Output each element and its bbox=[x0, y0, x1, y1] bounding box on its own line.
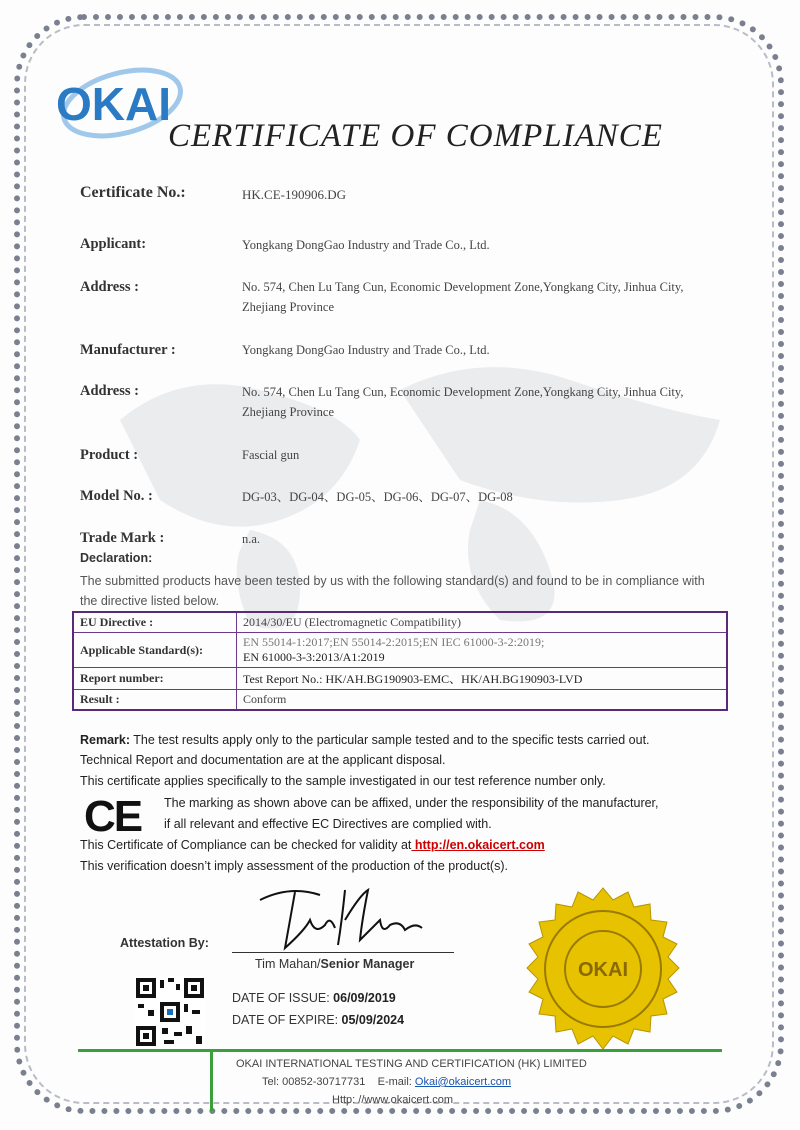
certificate-no-label: Certificate No.: bbox=[80, 184, 186, 201]
remark-line1 bbox=[80, 733, 650, 747]
date-of-expire bbox=[232, 1013, 404, 1027]
applicant-label: Applicant: bbox=[80, 236, 147, 252]
issue-date: 06/09/2019 bbox=[333, 991, 396, 1005]
manufacturer-address-value: No. 574, Chen Lu Tang Cun, Economic Development Zone,Yongkang City, Jinhua City, Zhejiang Province bbox=[242, 385, 684, 419]
remark-text: The test results apply only to the particular sample tested and to the specific tests carried out. bbox=[130, 733, 650, 747]
validity-text: This Certificate of Compliance can be checked for validity at bbox=[80, 838, 412, 852]
trade-mark-label: Trade Mark : bbox=[80, 530, 165, 546]
footer-tel: Tel: 00852-30717731 bbox=[262, 1076, 366, 1088]
validity-line bbox=[80, 838, 545, 852]
manufacturer-address-label: Address : bbox=[80, 383, 139, 399]
applicable-standards-line1: EN 55014-1:2017;EN 55014-2:2015;EN IEC 61000-3-2:2019; bbox=[243, 635, 545, 649]
remark-label: Remark: bbox=[80, 733, 131, 747]
signature-line bbox=[232, 952, 454, 953]
footer-company: OKAI INTERNATIONAL TESTING AND CERTIFICATION (HK) LIMITED bbox=[236, 1058, 587, 1070]
issue-label: DATE OF ISSUE: bbox=[232, 991, 334, 1005]
report-number-value: Test Report No.: HK/AH.BG190903-EMC、HK/AH.BG190903-LVD bbox=[237, 668, 728, 690]
footer-divider-vertical bbox=[210, 1049, 213, 1111]
footer-web[interactable]: Http: //www.okaicert.com bbox=[332, 1094, 454, 1106]
manufacturer-value: Yongkang DongGao Industry and Trade Co., Ltd. bbox=[242, 343, 490, 357]
product-value: Fascial gun bbox=[242, 448, 300, 462]
signatory bbox=[255, 957, 414, 971]
manufacturer-label: Manufacturer : bbox=[80, 342, 176, 358]
applicable-standards-line2: EN 61000-3-3:2013/A1:2019 bbox=[243, 650, 385, 664]
footer-email[interactable]: Okai@okaicert.com bbox=[414, 1076, 512, 1088]
ce-mark-icon: CE bbox=[84, 792, 142, 841]
applicant-value: Yongkang DongGao Industry and Trade Co., Ltd. bbox=[242, 238, 490, 252]
product-label: Product : bbox=[80, 447, 139, 463]
table-row bbox=[73, 633, 727, 668]
trade-mark-value: n.a. bbox=[242, 532, 261, 546]
eu-directive-value: 2014/30/EU (Electromagnetic Compatibility) bbox=[237, 612, 728, 633]
standards-table bbox=[72, 611, 728, 711]
expire-label: DATE OF EXPIRE: bbox=[232, 1013, 342, 1027]
certificate-title: CERTIFICATE OF COMPLIANCE bbox=[168, 118, 663, 154]
attestation-label: Attestation By: bbox=[120, 936, 209, 950]
footer-divider bbox=[78, 1049, 722, 1052]
seal-text: OKAI bbox=[578, 959, 628, 981]
expire-date: 05/09/2024 bbox=[341, 1013, 405, 1027]
footer-contact bbox=[262, 1076, 511, 1088]
date-of-issue bbox=[232, 991, 396, 1005]
model-value: DG-03、DG-04、DG-05、DG-06、DG-07、DG-08 bbox=[242, 490, 513, 504]
table-row bbox=[73, 612, 727, 633]
footer-email-label: E-mail: bbox=[377, 1076, 415, 1088]
validity-link[interactable]: http://en.okaicert.com bbox=[411, 838, 545, 852]
signature-image bbox=[250, 880, 430, 955]
applicable-standards-label: Applicable Standard(s): bbox=[73, 633, 237, 668]
signatory-name: Tim Mahan/ bbox=[255, 957, 321, 971]
address-value: No. 574, Chen Lu Tang Cun, Economic Development Zone,Yongkang City, Jinhua City, Zhejiang Province bbox=[242, 280, 684, 314]
declaration-text: The submitted products have been tested by us with the following standard(s) and found to be in compliance with the directive listed below. bbox=[80, 574, 705, 608]
signatory-role: Senior Manager bbox=[320, 957, 415, 971]
verification-text: This verification doesn’t imply assessment of the production of the product(s). bbox=[80, 859, 508, 873]
remark-line2: Technical Report and documentation are at the applicant disposal. bbox=[80, 753, 446, 767]
address-label: Address : bbox=[80, 279, 139, 295]
gold-seal-icon bbox=[518, 886, 688, 1056]
logo-text: OKAI bbox=[56, 78, 171, 130]
table-row bbox=[73, 690, 727, 711]
applicable-standards-cell bbox=[237, 633, 728, 668]
ce-line2: if all relevant and effective EC Directives are complied with. bbox=[164, 817, 492, 831]
declaration-title: Declaration: bbox=[80, 551, 153, 565]
report-number-label: Report number: bbox=[73, 668, 237, 690]
qr-code-icon bbox=[134, 976, 206, 1048]
ce-line1: The marking as shown above can be affixed, under the responsibility of the manufacturer, bbox=[164, 796, 659, 810]
table-row bbox=[73, 668, 727, 690]
certificate-no-value: HK.CE-190906.DG bbox=[242, 187, 346, 202]
result-label: Result : bbox=[73, 690, 237, 711]
model-label: Model No. : bbox=[80, 488, 153, 504]
eu-directive-label: EU Directive : bbox=[73, 612, 237, 633]
remark-line3: This certificate applies specifically to the sample investigated in our test reference number only. bbox=[80, 774, 606, 788]
result-value: Conform bbox=[237, 690, 728, 711]
